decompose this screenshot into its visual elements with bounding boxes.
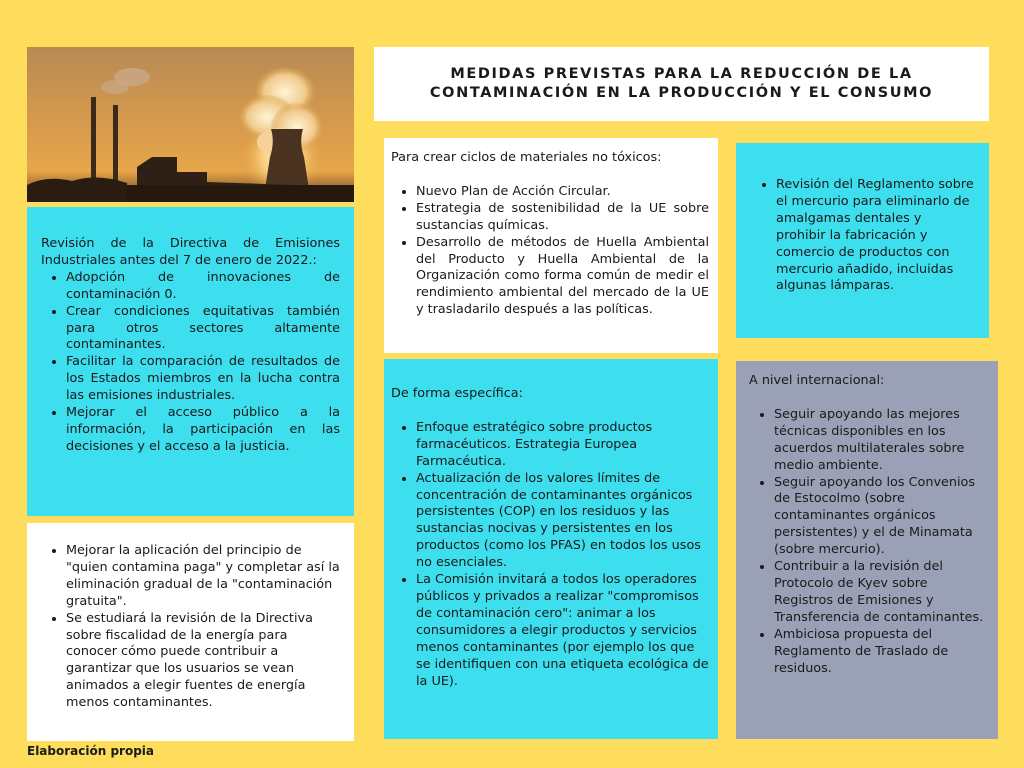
list-item: • Seguir apoyando los Convenios de Estocolmo (sobre contaminantes orgánicos persistentes) y el de Minamata (sobre mercurio). <box>774 475 984 560</box>
material-cycles-box <box>384 138 718 353</box>
list-item: • Desarrollo de métodos de Huella Ambiental del Producto y Huella Ambiental de la Organización como forma común de medir el rendimiento ambiental del mercado de la UE y trasladarilo después a las políticas. <box>416 235 709 320</box>
list-item: • Mejorar el acceso público a la información, la participación en las decisiones y el acceso a la justicia. <box>66 405 340 456</box>
mercury-regulation-box <box>736 143 989 338</box>
international-list <box>749 407 984 678</box>
list-item: • Nuevo Plan de Acción Circular. <box>416 184 709 201</box>
list-item: • Revisión del Reglamento sobre el mercurio para eliminarlo de amalgamas dentales y prohibir la fabricación y comercio de productos con mercurio añadido, incluidas algunas lámparas. <box>776 177 975 295</box>
specific-measures-box <box>384 359 718 739</box>
material-cycles-list <box>391 184 709 319</box>
list-item: • Actualización de los valores límites de concentración de contaminantes orgánicos persistentes (COP) en los residuos y las sustancias nocivas y persistentes en los productos (como los PFAS) en todos los usos no esenciales. <box>416 471 709 572</box>
directive-intro: Revisión de la Directiva de Emisiones Industriales antes del 7 de enero de 2022.: <box>41 236 340 268</box>
international-level-box <box>736 361 998 739</box>
list-item: • Ambiciosa propuesta del Reglamento de Traslado de residuos. <box>774 627 984 678</box>
footer-credit: Elaboración propia <box>27 744 155 758</box>
list-item: • Seguir apoyando las mejores técnicas disponibles en los acuerdos multilaterales sobre medio ambiente. <box>774 407 984 475</box>
international-intro: A nivel internacional: <box>749 373 885 388</box>
list-item: • Contribuir a la revisión del Protocolo de Kyev sobre Registros de Emisiones y Transferencia de contaminantes. <box>774 559 984 627</box>
page-title: MEDIDAS PREVISTAS PARA LA REDUCCIÓN DE LA CONTAMINACIÓN EN LA PRODUCCIÓN Y EL CONSUMO <box>374 47 989 121</box>
specific-list <box>391 420 709 691</box>
list-item: • Adopción de innovaciones de contaminación 0. <box>66 270 340 304</box>
directive-list <box>41 270 340 456</box>
mercury-list <box>751 177 975 295</box>
list-item: • Mejorar la aplicación del principio de "quien contamina paga" y completar así la eliminación gradual de la "contaminación gratuita". <box>66 543 340 611</box>
specific-intro: De forma específica: <box>391 386 523 401</box>
industrial-smokestacks-image <box>27 47 354 202</box>
polluter-pays-list <box>41 543 340 712</box>
list-item: • La Comisión invitará a todos los operadores públicos y privados a realizar "compromisos de contaminación cero": animar a los consumidores a elegir productos y servicios menos contaminantes (por ejemplo los que se identifiquen con una etiqueta ecológica de la UE). <box>416 572 709 690</box>
polluter-pays-box <box>27 523 354 741</box>
list-item: • Estrategia de sostenibilidad de la UE sobre sustancias químicas. <box>416 201 709 235</box>
directive-revision-box <box>27 207 354 516</box>
list-item: • Crear condiciones equitativas también para otros sectores altamente contaminantes. <box>66 304 340 355</box>
list-item: • Se estudiará la revisión de la Directiva sobre fiscalidad de la energía para conocer cómo puede contribuir a garantizar que los usuarios se vean animados a elegir fuentes de energía menos contaminantes. <box>66 611 340 712</box>
list-item: • Facilitar la comparación de resultados de los Estados miembros en la lucha contra las emisiones industriales. <box>66 354 340 405</box>
material-cycles-intro: Para crear ciclos de materiales no tóxicos: <box>391 150 662 165</box>
list-item: • Enfoque estratégico sobre productos farmacéuticos. Estrategia Europea Farmacéutica. <box>416 420 709 471</box>
